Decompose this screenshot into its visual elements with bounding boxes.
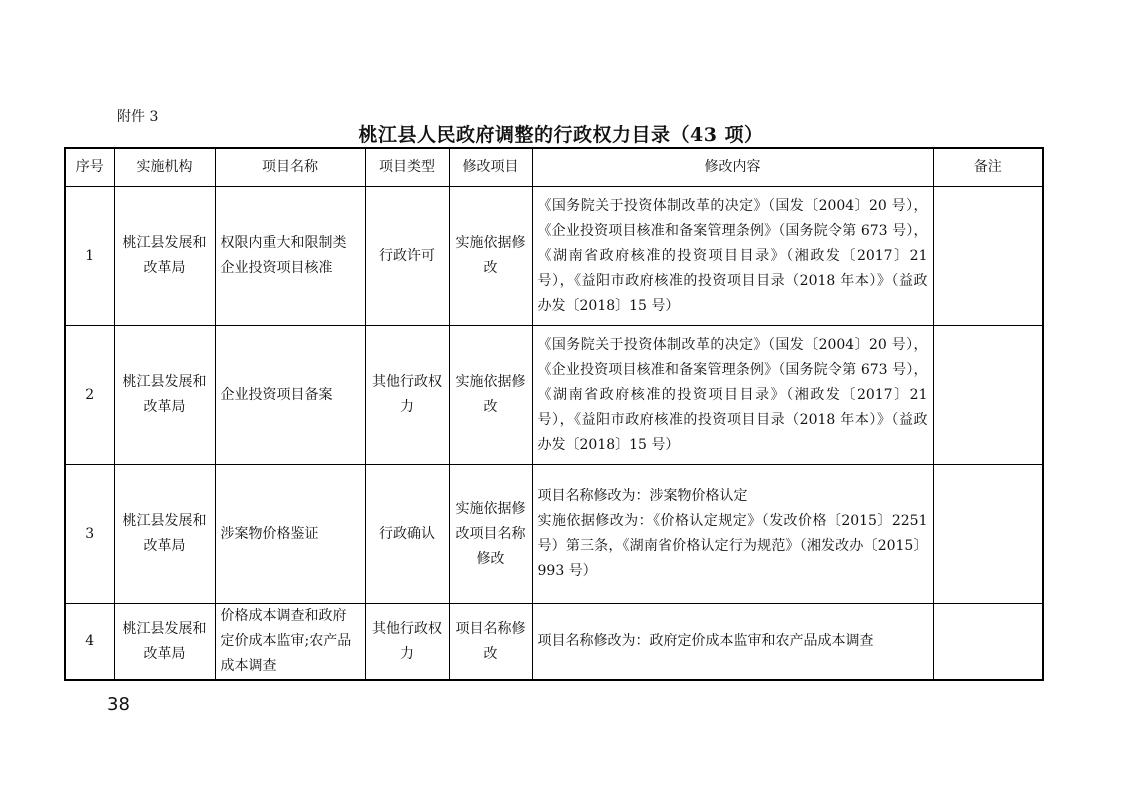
cell-item-type: 行政许可 [365, 187, 449, 326]
cell-change-item: 实施依据修改 [449, 326, 532, 465]
cell-item-name: 涉案物价格鉴证 [215, 465, 365, 604]
header-change-item: 修改项目 [449, 148, 532, 187]
header-item-type: 项目类型 [365, 148, 449, 187]
header-seq: 序号 [65, 148, 114, 187]
cell-agency: 桃江县发展和改革局 [114, 604, 215, 681]
cell-seq: 4 [65, 604, 114, 681]
cell-remarks [933, 465, 1043, 604]
cell-change-content [532, 465, 933, 604]
cell-agency: 桃江县发展和改革局 [114, 187, 215, 326]
cell-agency: 桃江县发展和改革局 [114, 465, 215, 604]
document-title: 桃江县人民政府调整的行政权力目录（43 项） [358, 124, 764, 146]
cell-change-content: 《国务院关于投资体制改革的决定》（国发〔2004〕20 号），《企业投资项目核准和备案管理条例》（国务院令第 673 号），《湖南省政府核准的投资项目目录》（湘政发〔2017〕21 号），《益阳市政府核准的投资项目目录（2018 年本）》（益政办发〔2018〕15 号） [532, 326, 933, 465]
table-row [65, 187, 1043, 326]
table-row [65, 326, 1043, 465]
cell-item-name: 价格成本调查和政府定价成本监审;农产品成本调查 [215, 604, 365, 681]
cell-item-name: 权限内重大和限制类企业投资项目核准 [215, 187, 365, 326]
cell-seq: 3 [65, 465, 114, 604]
cell-change-content: 《国务院关于投资体制改革的决定》（国发〔2004〕20 号），《企业投资项目核准和备案管理条例》（国务院令第 673 号），《湖南省政府核准的投资项目目录》（湘政发〔2017〕21 号），《益阳市政府核准的投资项目目录（2018 年本）》（益政办发〔2018〕15 号） [532, 187, 933, 326]
cell-change-item: 实施依据修改 [449, 187, 532, 326]
change-content-line: 项目名称修改为：涉案物价格认定 [537, 488, 748, 504]
cell-seq: 2 [65, 326, 114, 465]
cell-remarks [933, 326, 1043, 465]
table-row [65, 604, 1043, 681]
table-row [65, 465, 1043, 604]
header-change-content: 修改内容 [532, 148, 933, 187]
attachment-label: 附件 3 [117, 109, 159, 125]
cell-seq: 1 [65, 187, 114, 326]
cell-item-type: 其他行政权力 [365, 326, 449, 465]
cell-change-item: 实施依据修改项目名称修改 [449, 465, 532, 604]
cell-agency: 桃江县发展和改革局 [114, 326, 215, 465]
page-number: 38 [107, 694, 130, 715]
cell-remarks [933, 604, 1043, 681]
header-remarks: 备注 [933, 148, 1043, 187]
cell-item-type: 行政确认 [365, 465, 449, 604]
header-agency: 实施机构 [114, 148, 215, 187]
cell-item-type: 其他行政权力 [365, 604, 449, 681]
change-content-line: 实施依据修改为：《价格认定规定》（发改价格〔2015〕2251 号）第三条，《湖南省价格认定行为规范》（湘发改办〔2015〕993 号） [537, 513, 928, 579]
cell-change-item: 项目名称修改 [449, 604, 532, 681]
power-catalog-table [64, 147, 1044, 681]
cell-item-name: 企业投资项目备案 [215, 326, 365, 465]
cell-remarks [933, 187, 1043, 326]
table-header-row [65, 148, 1043, 187]
cell-change-content: 项目名称修改为：政府定价成本监审和农产品成本调查 [532, 604, 933, 681]
header-item-name: 项目名称 [215, 148, 365, 187]
